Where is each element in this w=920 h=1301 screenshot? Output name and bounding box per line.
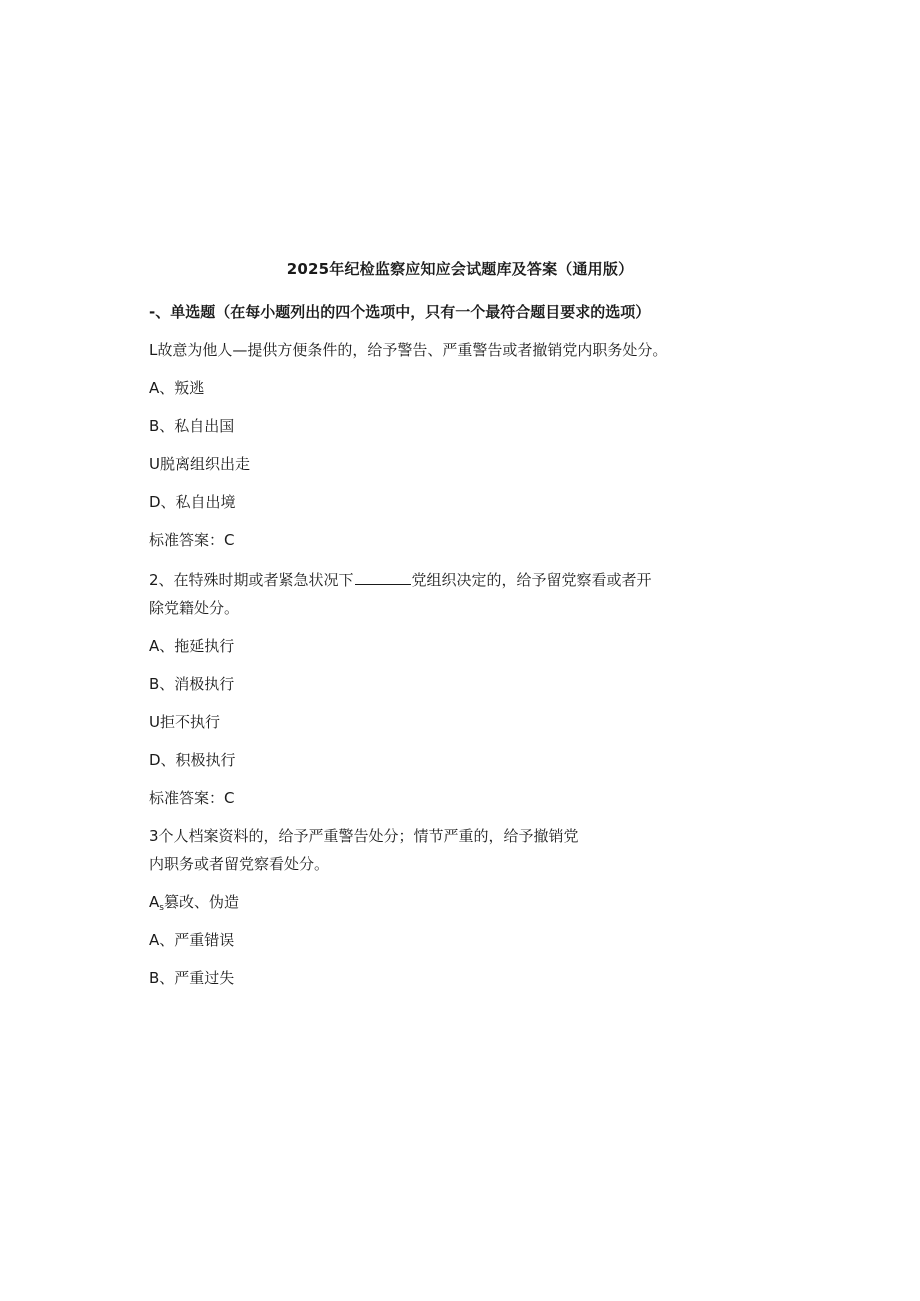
question-1-option-a: A、叛逃 — [149, 379, 205, 397]
question-2-answer: 标准答案：C — [149, 789, 235, 807]
question-2-stem-part2: 党组织决定的，给予留党察看或者开 — [411, 571, 652, 589]
fill-in-blank — [355, 570, 411, 585]
question-1-stem: L故意为他人—提供方便条件的，给予警告、严重警告或者撤销党内职务处分。 — [149, 341, 668, 359]
document-title: 2025年纪检监察应知应会试题库及答案（通用版） — [286, 260, 634, 278]
question-1-option-d: D、私自出境 — [149, 493, 236, 511]
question-3-option-a — [149, 892, 239, 918]
question-2-option-d: D、积极执行 — [149, 751, 236, 769]
question-2-option-b: B、消极执行 — [149, 675, 235, 693]
question-1-answer: 标准答案：C — [149, 531, 235, 549]
question-2-stem-line2: 除党籍处分。 — [149, 599, 240, 617]
question-3-option-b: A、严重错误 — [149, 931, 235, 949]
question-3-option-c: B、严重过失 — [149, 969, 235, 987]
question-3-stem-line2: 内职务或者留党察看处分。 — [149, 855, 330, 873]
question-3-option-a-text: 篡改、伪造 — [163, 893, 239, 911]
question-3-option-a-prefix: A — [149, 893, 160, 911]
question-1-option-b: B、私自出国 — [149, 417, 235, 435]
question-2-stem-part1: 2、在特殊时期或者紧急状况下 — [149, 571, 354, 589]
question-1-option-c: U脱离组织出走 — [149, 455, 250, 473]
question-2-option-a: A、拖延执行 — [149, 637, 235, 655]
section-heading: -、单选题（在每小题列出的四个选项中，只有一个最符合题目要求的选项） — [149, 303, 651, 321]
question-2-option-c: U拒不执行 — [149, 713, 220, 731]
question-3-stem: 3个人档案资料的，给予严重警告处分；情节严重的，给予撤销党 — [149, 827, 579, 845]
question-3-option-a-sub: s — [159, 903, 164, 913]
question-2-stem — [149, 570, 652, 590]
